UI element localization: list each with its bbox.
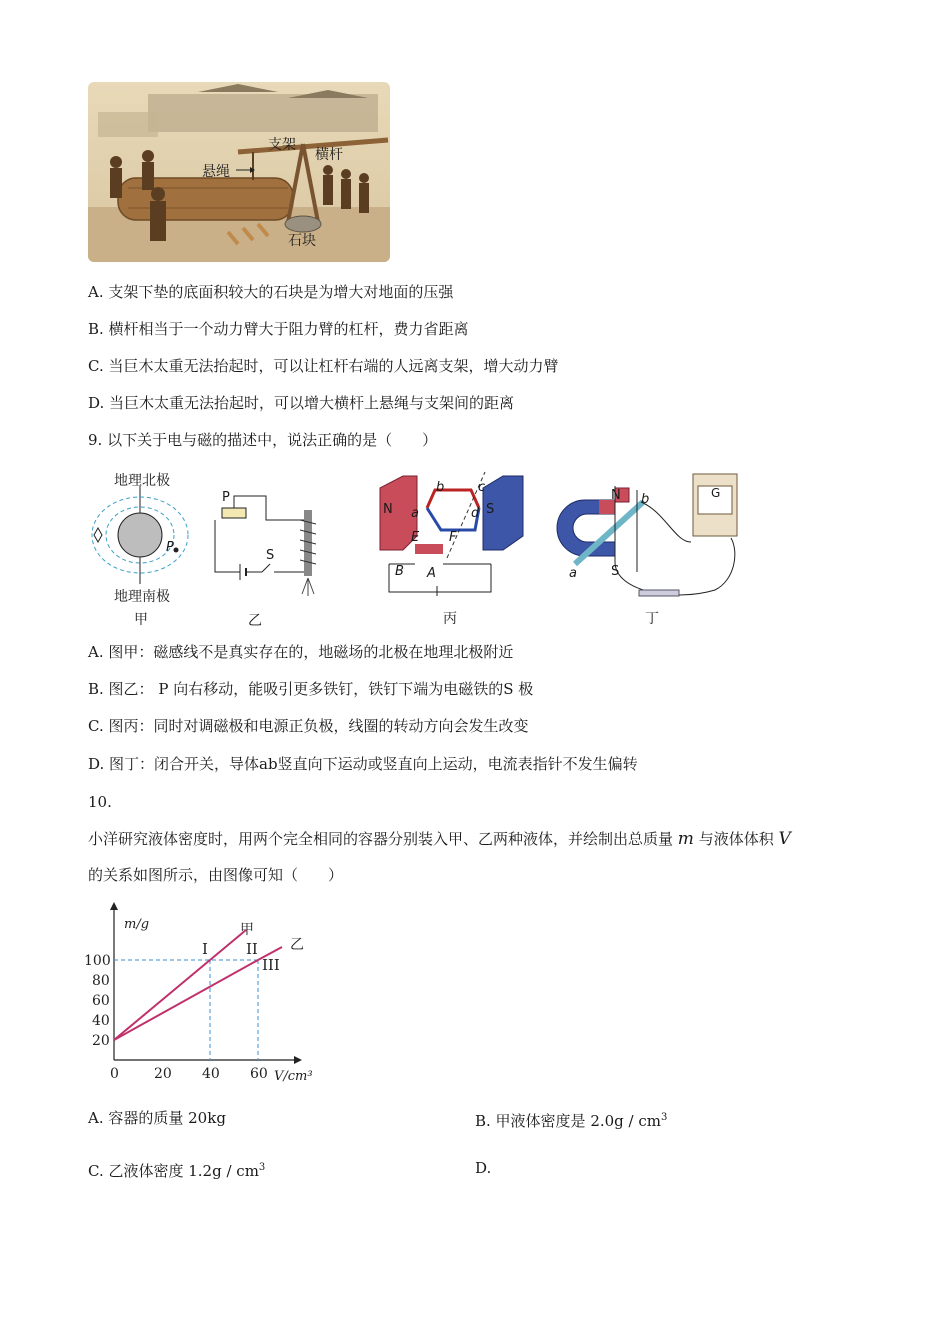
ding-caption: 丁 bbox=[645, 611, 659, 627]
bing-e-label: E bbox=[411, 530, 420, 545]
bing-A-label: A bbox=[427, 566, 436, 581]
ding-a-label: a bbox=[569, 566, 577, 581]
label-support: 支架 bbox=[268, 137, 296, 153]
q10-option-c-text: C. 乙液体密度 1.2g / cm bbox=[88, 1162, 259, 1180]
q8-option-d: D. 当巨木太重无法抬起时，可以增大横杆上悬绳与支架间的距离 bbox=[88, 394, 515, 412]
series-line-1 bbox=[114, 947, 282, 1040]
annotation-0: I bbox=[202, 940, 208, 958]
q10-stem-line2: 的关系如图所示，由图像可知（ ） bbox=[88, 866, 344, 884]
x-tick-label: 0 bbox=[110, 1066, 119, 1082]
induction-drawing bbox=[555, 472, 755, 602]
annotation-2: III bbox=[262, 956, 280, 974]
label-bar: 横杆 bbox=[315, 147, 343, 163]
bing-a-label: a bbox=[411, 506, 419, 521]
series-label-1: 乙 bbox=[290, 937, 304, 953]
mass-volume-chart bbox=[80, 900, 340, 1090]
series-line-0 bbox=[114, 930, 246, 1040]
figure-ding bbox=[555, 472, 755, 630]
x-tick-label: 40 bbox=[202, 1066, 220, 1082]
lever-illustration bbox=[88, 82, 390, 262]
yi-p-label: P bbox=[222, 490, 230, 505]
x-tick-label: 60 bbox=[250, 1066, 268, 1082]
q8-option-a: A. 支架下垫的底面积较大的石块是为增大对地面的压强 bbox=[88, 283, 454, 301]
jia-point-label: P bbox=[166, 540, 174, 555]
bing-s-label: S bbox=[486, 502, 495, 517]
y-axis-label: m/g bbox=[124, 917, 150, 932]
ding-s-label: S bbox=[611, 564, 620, 579]
q10-option-c-sup: 3 bbox=[258, 1162, 266, 1173]
lever-scene-drawing bbox=[88, 82, 390, 262]
q10-option-d: D. bbox=[475, 1159, 492, 1177]
jia-bottom-label: 地理南极 bbox=[114, 589, 170, 605]
y-tick-label: 40 bbox=[92, 1013, 110, 1029]
q10-stem-m: m bbox=[677, 829, 694, 849]
yi-s-label: S bbox=[266, 548, 275, 563]
q9-option-a: A. 图甲：磁感线不是真实存在的，地磁场的北极在地理北极附近 bbox=[88, 643, 514, 661]
ding-b-label: b bbox=[641, 492, 650, 507]
q9-option-b: B. 图乙： P 向右移动，能吸引更多铁钉，铁钉下端为电磁铁的S 极 bbox=[88, 680, 534, 698]
jia-top-label: 地理北极 bbox=[114, 473, 170, 489]
q10-number: 10. bbox=[88, 793, 112, 811]
q10-option-a: A. 容器的质量 20kg bbox=[88, 1109, 226, 1127]
electromagnet-circuit-drawing bbox=[210, 490, 330, 600]
q9-option-d: D. 图丁：闭合开关，导体ab竖直向下运动或竖直向上运动，电流表指针不发生偏转 bbox=[88, 755, 638, 773]
label-rope: 悬绳 bbox=[202, 164, 230, 180]
x-axis-label: V/cm³ bbox=[274, 1069, 313, 1084]
q10-option-c bbox=[88, 1158, 265, 1181]
y-tick-label: 60 bbox=[92, 993, 110, 1009]
bing-n-label: N bbox=[383, 502, 393, 517]
annotation-1: II bbox=[246, 940, 258, 958]
bing-f-label: F bbox=[449, 530, 457, 545]
y-tick-label: 100 bbox=[84, 953, 111, 969]
figure-jia bbox=[88, 468, 198, 628]
figure-yi bbox=[210, 490, 330, 630]
jia-caption: 甲 bbox=[134, 612, 148, 628]
q10-option-b bbox=[475, 1108, 667, 1131]
q10-stem-v: V bbox=[778, 829, 791, 849]
y-tick-label: 80 bbox=[92, 973, 110, 989]
label-stone: 石块 bbox=[288, 233, 316, 249]
q10-option-b-text: B. 甲液体密度是 2.0g / cm bbox=[475, 1112, 661, 1130]
q8-option-b: B. 横杆相当于一个动力臂大于阻力臂的杠杆，费力省距离 bbox=[88, 320, 469, 338]
x-axis-arrow bbox=[294, 1056, 302, 1064]
figure-bing bbox=[375, 468, 535, 630]
y-axis-arrow bbox=[110, 902, 118, 910]
q10-option-b-sup: 3 bbox=[661, 1112, 668, 1123]
y-tick-label: 20 bbox=[92, 1033, 110, 1049]
yi-caption: 乙 bbox=[248, 613, 262, 629]
bing-d-label: d bbox=[471, 506, 480, 521]
q9-option-c: C. 图丙：同时对调磁极和电源正负极，线圈的转动方向会发生改变 bbox=[88, 717, 529, 735]
q8-option-c: C. 当巨木太重无法抬起时，可以让杠杆右端的人远离支架，增大动力臂 bbox=[88, 357, 559, 375]
series-label-0: 甲 bbox=[240, 922, 254, 938]
bing-c-label: c bbox=[478, 480, 486, 495]
q10-stem-line1 bbox=[88, 829, 791, 849]
bing-caption: 丙 bbox=[443, 611, 457, 627]
q9-stem: 9. 以下关于电与磁的描述中，说法正确的是（ ） bbox=[88, 431, 438, 449]
bing-b-label: b bbox=[436, 480, 445, 495]
ding-g-label: G bbox=[711, 486, 721, 500]
q10-stem-mid: 与液体体积 bbox=[698, 830, 774, 848]
bing-B-label: B bbox=[395, 564, 404, 579]
x-tick-label: 20 bbox=[154, 1066, 172, 1082]
ding-n-label: N bbox=[611, 488, 621, 503]
q10-stem-text: 小洋研究液体密度时，用两个完全相同的容器分别装入甲、乙两种液体，并绘制出总质量 bbox=[88, 830, 674, 848]
